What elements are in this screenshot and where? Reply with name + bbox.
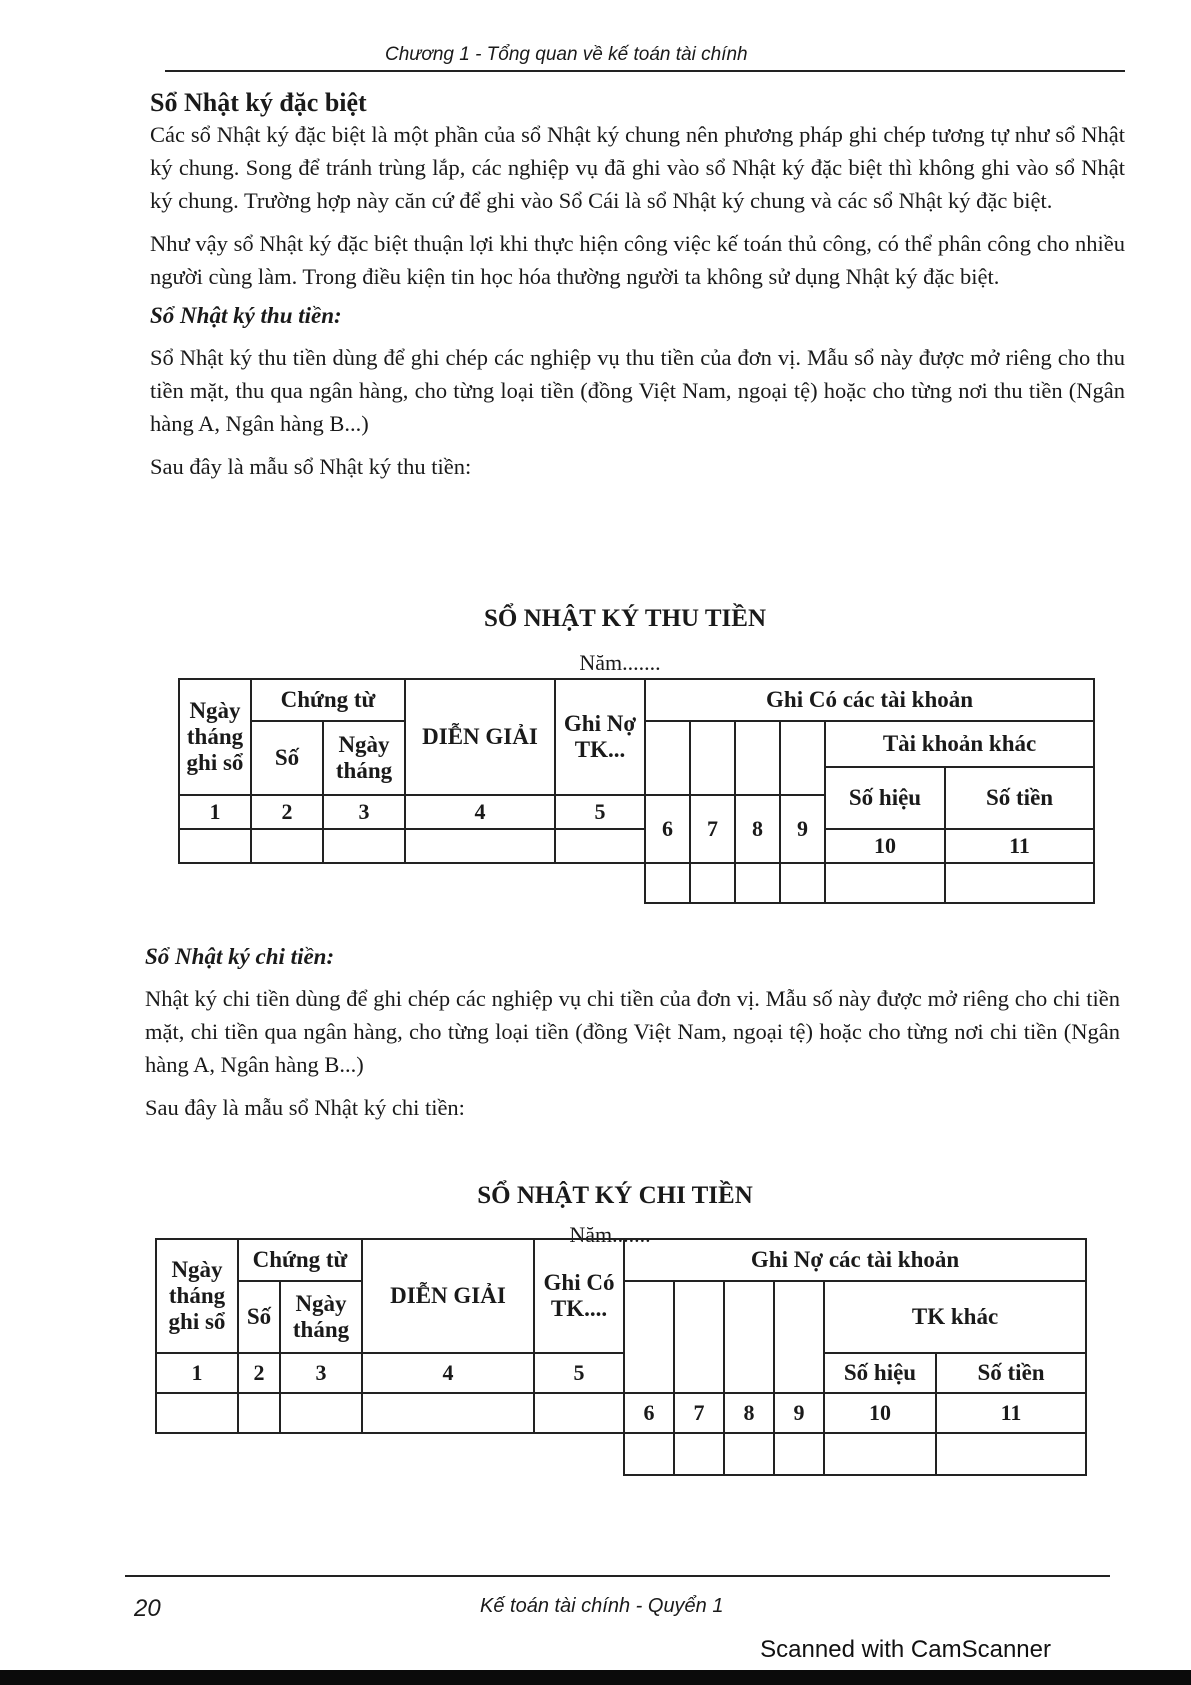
column-number: 8	[735, 795, 780, 863]
column-number: 9	[780, 795, 825, 863]
running-header: Chương 1 - Tổng quan về kế toán tài chính	[385, 44, 748, 65]
payments-paragraph: Nhật ký chi tiền dùng để ghi chép các nghiệp vụ chi tiền của đơn vị. Mẫu số này được mở riêng cho chi tiền mặt, chi tiền qua ngân hàng, cho từng loại tiền (đồng Việt Nam, ngoại tệ) hoặc cho từng nơi chi tiền (Ngân hàng A, Ngân hàng B...)	[145, 986, 1120, 1077]
header-date: Ngày tháng ghi sổ	[156, 1239, 238, 1353]
blank-cell	[724, 1281, 774, 1393]
column-number: 2	[238, 1353, 280, 1393]
column-number: 1	[179, 795, 251, 829]
column-number: 11	[945, 829, 1094, 863]
column-number: 4	[362, 1353, 534, 1393]
payments-intro: Sau đây là mẫu sổ Nhật ký chi tiền:	[145, 1095, 465, 1120]
blank-cell	[323, 829, 405, 863]
header-voucher-date: Ngày tháng	[323, 721, 405, 795]
receipts-intro: Sau đây là mẫu sổ Nhật ký thu tiền:	[150, 454, 472, 479]
column-number: 8	[724, 1393, 774, 1433]
blank-cell	[179, 863, 645, 903]
header-description: DIỄN GIẢI	[405, 679, 555, 795]
header-voucher: Chứng từ	[251, 679, 405, 721]
payments-year: Năm.......	[569, 1222, 651, 1247]
header-account-code: Số hiệu	[825, 767, 945, 829]
header-account-code: Số hiệu	[824, 1353, 936, 1393]
receipts-year: Năm.......	[579, 650, 661, 675]
header-other-accounts: TK khác	[824, 1281, 1086, 1353]
blank-cell	[179, 829, 251, 863]
blank-cell	[674, 1281, 724, 1393]
blank-cell	[156, 1393, 238, 1433]
header-divider	[165, 70, 1125, 72]
header-description: DIỄN GIẢI	[362, 1239, 534, 1353]
column-number: 7	[674, 1393, 724, 1433]
payments-heading: Sổ Nhật ký chi tiền:	[145, 944, 335, 969]
blank-cell	[156, 1433, 624, 1475]
footer-divider	[125, 1575, 1110, 1577]
header-credit-accounts: Ghi Có các tài khoản	[645, 679, 1094, 721]
column-number: 3	[280, 1353, 362, 1393]
column-number: 10	[824, 1393, 936, 1433]
section-title: Sổ Nhật ký đặc biệt	[150, 88, 367, 117]
header-voucher-no: Số	[251, 721, 323, 795]
header-debit-accounts: Ghi Nợ các tài khoản	[624, 1239, 1086, 1281]
column-number: 6	[624, 1393, 674, 1433]
column-number: 11	[936, 1393, 1086, 1433]
column-number: 2	[251, 795, 323, 829]
header-voucher-date: Ngày tháng	[280, 1281, 362, 1353]
blank-cell	[405, 829, 555, 863]
payments-ledger-table	[155, 1238, 1087, 1476]
page-number: 20	[134, 1595, 161, 1622]
blank-cell	[362, 1393, 534, 1433]
book-title: Kế toán tài chính - Quyển 1	[480, 1595, 724, 1617]
blank-cell	[780, 863, 825, 903]
column-number: 7	[690, 795, 735, 863]
payments-table-title: SỔ NHẬT KÝ CHI TIỀN	[477, 1182, 753, 1209]
header-voucher: Chứng từ	[238, 1239, 362, 1281]
header-debit-account: Ghi Nợ TK...	[555, 679, 645, 795]
column-number: 9	[774, 1393, 824, 1433]
header-date: Ngày tháng ghi sổ	[179, 679, 251, 795]
blank-cell	[555, 829, 645, 863]
receipts-table-title: SỔ NHẬT KÝ THU TIỀN	[483, 605, 767, 632]
blank-cell	[724, 1433, 774, 1475]
receipts-ledger-table	[178, 678, 1095, 904]
blank-cell	[774, 1281, 824, 1393]
blank-cell	[251, 829, 323, 863]
header-amount: Số tiền	[945, 767, 1094, 829]
blank-cell	[824, 1433, 936, 1475]
blank-cell	[624, 1281, 674, 1393]
blank-cell	[645, 721, 690, 795]
blank-cell	[690, 863, 735, 903]
header-amount: Số tiền	[936, 1353, 1086, 1393]
blank-cell	[936, 1433, 1086, 1475]
header-voucher-no: Số	[238, 1281, 280, 1353]
receipts-heading: Sổ Nhật ký thu tiền:	[150, 303, 342, 328]
column-number: 6	[645, 795, 690, 863]
section-payments	[145, 938, 1120, 1134]
blank-cell	[690, 721, 735, 795]
paragraph-1: Các sổ Nhật ký đặc biệt là một phần của sổ Nhật ký chung nên phương pháp ghi chép tương tự như sổ Nhật ký chung. Song để tránh trùng lắp, các nghiệp vụ đã ghi vào sổ Nhật ký đặc biệt thì không ghi vào sổ Nhật ký chung. Trường hợp này căn cứ để ghi vào Sổ Cái là sổ Nhật ký chung và các sổ Nhật ký đặc biệt.	[150, 122, 1125, 213]
blank-cell	[280, 1393, 362, 1433]
blank-cell	[645, 863, 690, 903]
header-credit-account: Ghi Có TK....	[534, 1239, 624, 1353]
blank-cell	[825, 863, 945, 903]
blank-cell	[624, 1433, 674, 1475]
column-number: 5	[555, 795, 645, 829]
section-special-journals	[150, 88, 1125, 493]
paragraph-2: Như vậy sổ Nhật ký đặc biệt thuận lợi khi thực hiện công việc kế toán thủ công, có thể phân công cho nhiều người cùng làm. Trong điều kiện tin học hóa thường người ta không sử dụng Nhật ký đặc biệt.	[150, 231, 1125, 289]
receipts-paragraph: Sổ Nhật ký thu tiền dùng để ghi chép các nghiệp vụ thu tiền của đơn vị. Mẫu sổ này được mở riêng cho thu tiền mặt, thu qua ngân hàng, cho từng loại tiền (đồng Việt Nam, ngoại tệ) hoặc cho từng nơi thu tiền (Ngân hàng A, Ngân hàng B...)	[150, 345, 1125, 436]
header-other-accounts: Tài khoản khác	[825, 721, 1094, 767]
column-number: 4	[405, 795, 555, 829]
scan-edge-bar	[0, 1670, 1191, 1685]
column-number: 1	[156, 1353, 238, 1393]
blank-cell	[735, 863, 780, 903]
blank-cell	[735, 721, 780, 795]
blank-cell	[534, 1393, 624, 1433]
blank-cell	[774, 1433, 824, 1475]
scanner-watermark: Scanned with CamScanner	[760, 1636, 1051, 1663]
column-number: 3	[323, 795, 405, 829]
column-number: 10	[825, 829, 945, 863]
blank-cell	[780, 721, 825, 795]
blank-cell	[238, 1393, 280, 1433]
column-number: 5	[534, 1353, 624, 1393]
blank-cell	[674, 1433, 724, 1475]
blank-cell	[945, 863, 1094, 903]
